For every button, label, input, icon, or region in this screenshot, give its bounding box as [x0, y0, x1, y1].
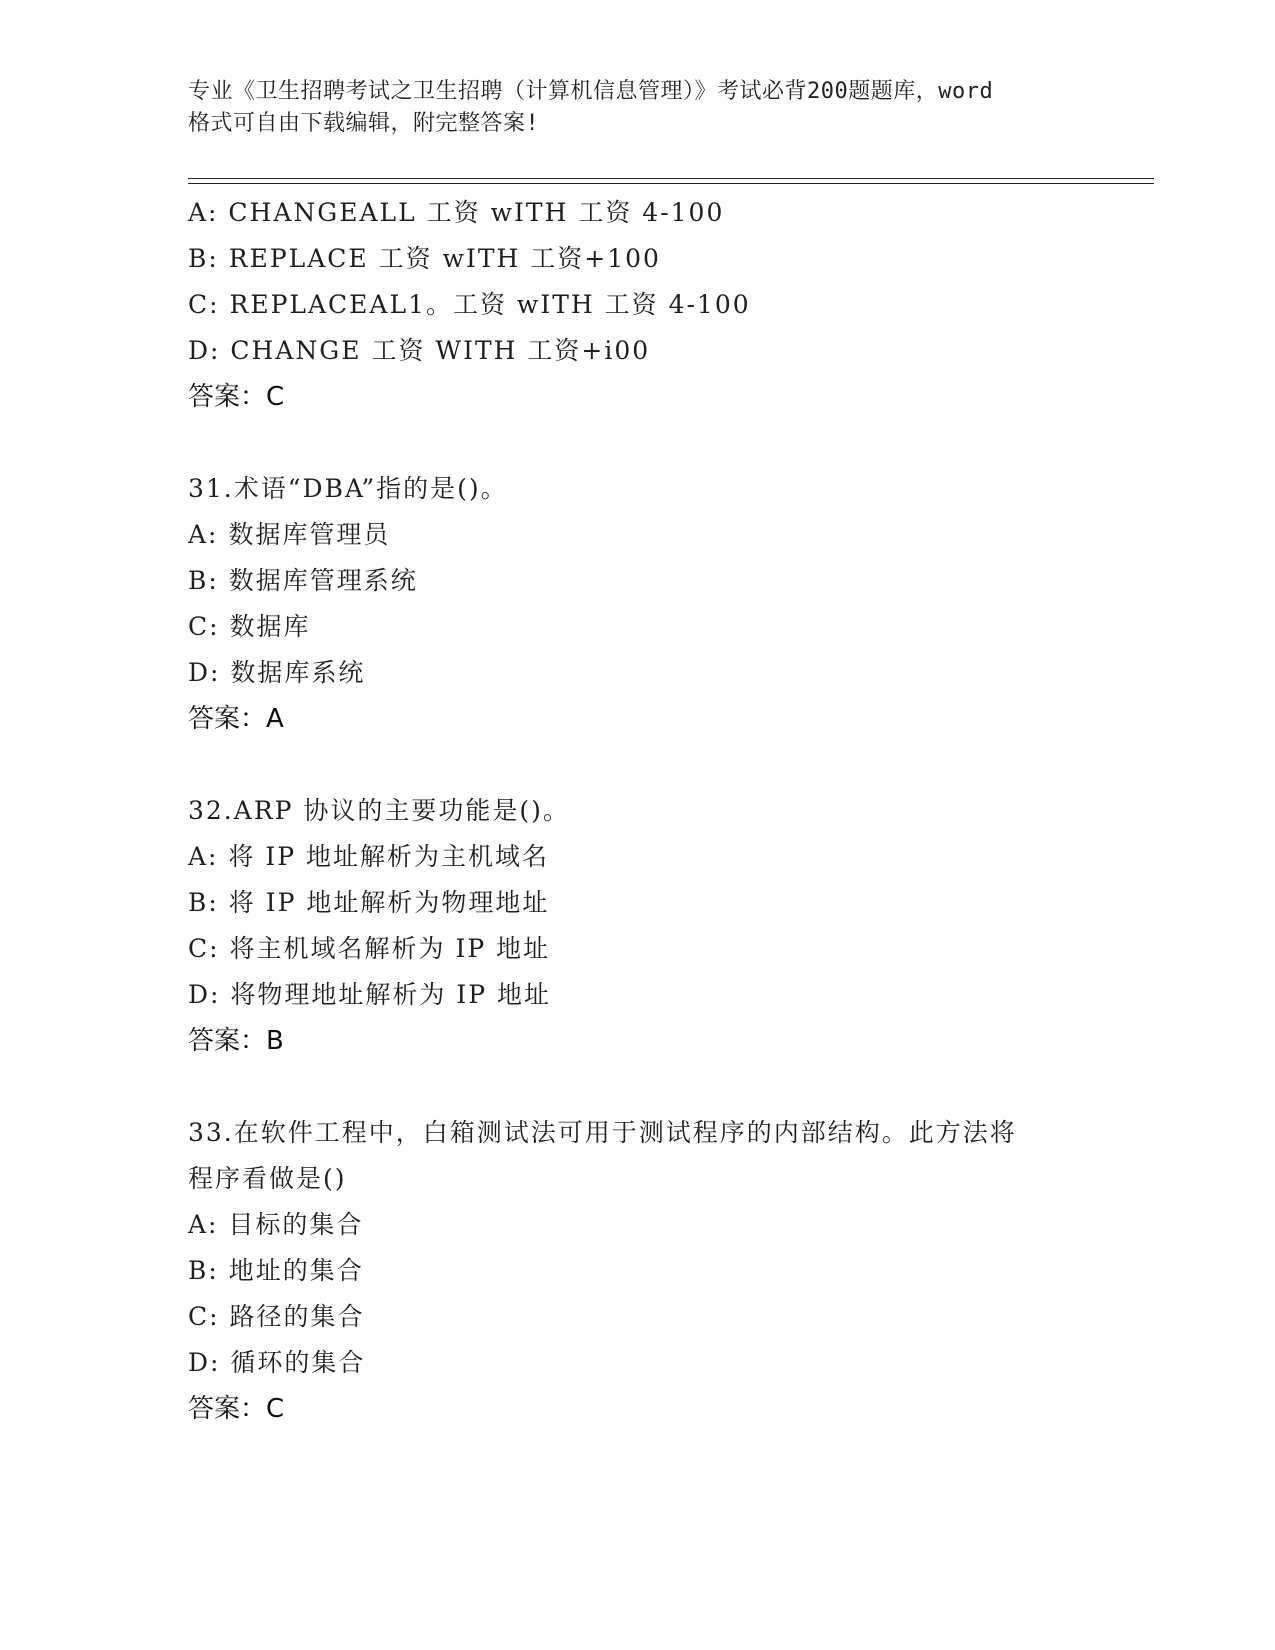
option-b: B: 数据库管理系统: [188, 566, 418, 595]
header-title-line-2: 格式可自由下载编辑，附完整答案!: [188, 111, 540, 136]
question-block: [188, 788, 1108, 1064]
option-d: D: 数据库系统: [188, 658, 366, 687]
option-b: B: 地址的集合: [188, 1256, 364, 1285]
header-title-line-1: 专业《卫生招聘考试之卫生招聘（计算机信息管理）》考试必背200题题库，word: [188, 79, 994, 104]
option-b: B: REPLACE 工资 wITH 工资+100: [188, 244, 661, 273]
option-c: C: REPLACEAL1。工资 wITH 工资 4-100: [188, 290, 751, 319]
option-a: A: 数据库管理员: [188, 520, 391, 549]
option-c: C: 路径的集合: [188, 1302, 365, 1331]
answer-line: 答案：B: [188, 1026, 284, 1056]
question-text-continued: 程序看做是(): [188, 1164, 347, 1193]
answer-line: 答案：C: [188, 382, 285, 412]
answer-line: 答案：C: [188, 1394, 285, 1424]
option-d: D: CHANGE 工资 WITH 工资+i00: [188, 336, 651, 365]
question-text: 33.在软件工程中，白箱测试法可用于测试程序的内部结构。此方法将: [188, 1118, 1017, 1147]
question-block: [188, 1110, 1108, 1432]
question-text: 31.术语“DBA”指的是()。: [188, 474, 508, 503]
option-a: A: CHANGEALL 工资 wITH 工资 4-100: [188, 198, 725, 227]
option-a: A: 目标的集合: [188, 1210, 364, 1239]
question-text: 32.ARP 协议的主要功能是()。: [188, 796, 570, 825]
option-d: D: 将物理地址解析为 IP 地址: [188, 980, 552, 1009]
header-divider-bottom: [188, 183, 1154, 184]
spacer: [188, 742, 1108, 788]
header-divider-top: [188, 178, 1154, 179]
option-d: D: 循环的集合: [188, 1348, 366, 1377]
option-b: B: 将 IP 地址解析为物理地址: [188, 888, 550, 917]
spacer: [188, 1064, 1108, 1110]
question-list: [188, 190, 1108, 1432]
option-c: C: 将主机域名解析为 IP 地址: [188, 934, 551, 963]
spacer: [188, 420, 1108, 466]
answer-line: 答案：A: [188, 704, 284, 734]
option-a: A: 将 IP 地址解析为主机域名: [188, 842, 550, 871]
question-block: [188, 190, 1108, 420]
option-c: C: 数据库: [188, 612, 311, 641]
document-header: [188, 76, 1088, 140]
question-block: [188, 466, 1108, 742]
